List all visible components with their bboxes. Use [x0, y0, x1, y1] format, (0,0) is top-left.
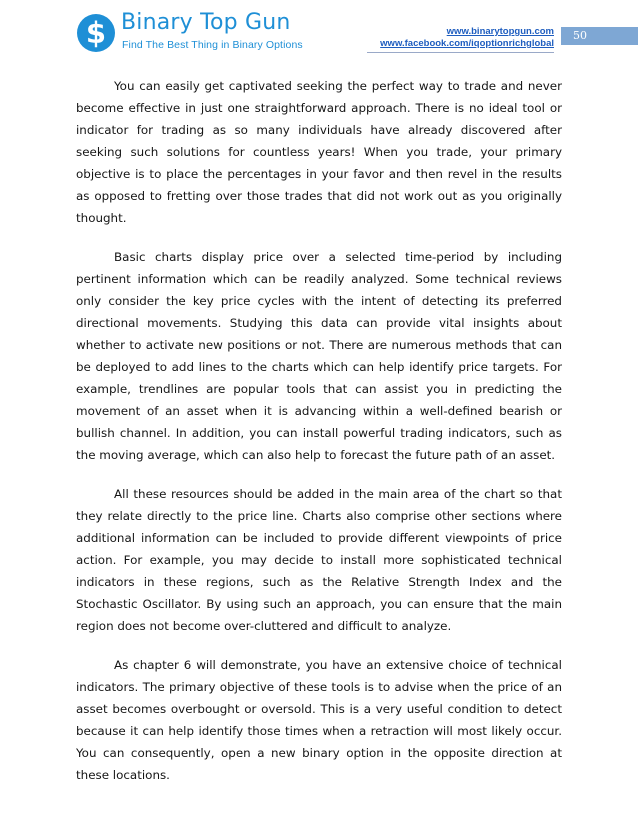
header-divider [367, 52, 554, 53]
logo-symbol: $ [85, 16, 107, 50]
body-paragraph: All these resources should be added in the main area of the chart so that they relate directly to the price line. Charts also comprise other sections where additional information can be included to provide different viewpoints of price action. For example, you may decide to install more sophisticated technical indicators in these regions, such as the Relative Strength Index and the Stochastic Oscillator. By using such an approach, you can ensure that the main region does not become over-cluttered and difficult to analyze. [76, 487, 562, 633]
brand-tagline: Find The Best Thing in Binary Options [122, 39, 303, 51]
website-link[interactable]: www.binarytopgun.com [446, 26, 554, 37]
body-paragraph: As chapter 6 will demonstrate, you have an extensive choice of technical indicators. The primary objective of these tools is to advise when the price of an asset becomes overbought or oversold. This is a very useful condition to detect because it can help identify those times when a retraction will most likely occur. You can consequently, open a new binary option in the opposite direction at these locations. [76, 658, 562, 782]
body-paragraph: You can easily get captivated seeking the perfect way to trade and never become effective in just one straightforward approach. There is no ideal tool or indicator for trading as so many individuals have already discovered after seeking such solutions for countless years! When you trade, your primary objective is to place the percentages in your favor and then revel in the results as opposed to fretting over those trades that did not work out as you originally thought. [76, 79, 562, 225]
page-number-badge [561, 27, 638, 45]
facebook-link[interactable]: www.facebook.com/iqoptionrichglobal [380, 38, 554, 49]
body-paragraph: Basic charts display price over a selected time-period by including pertinent information which can be readily analyzed. Some technical reviews only consider the key price cycles with the intent of detecting its preferred directional movements. Studying this data can provide vital insights about whether to activate new positions or not. There are numerous methods that can be deployed to add lines to the charts which can help identify price targets. For example, trendlines are popular tools that can assist you in predicting the movement of an asset when it is advancing within a well-defined bearish or bullish channel. In addition, you can install powerful trading indicators, such as the moving average, which can also help to forecast the future path of an asset. [76, 250, 562, 462]
dollar-logo-icon [77, 14, 115, 52]
page-body [76, 75, 562, 803]
page-header [0, 0, 638, 62]
page-number: 50 [573, 29, 587, 42]
brand-name: Binary Top Gun [121, 10, 291, 35]
